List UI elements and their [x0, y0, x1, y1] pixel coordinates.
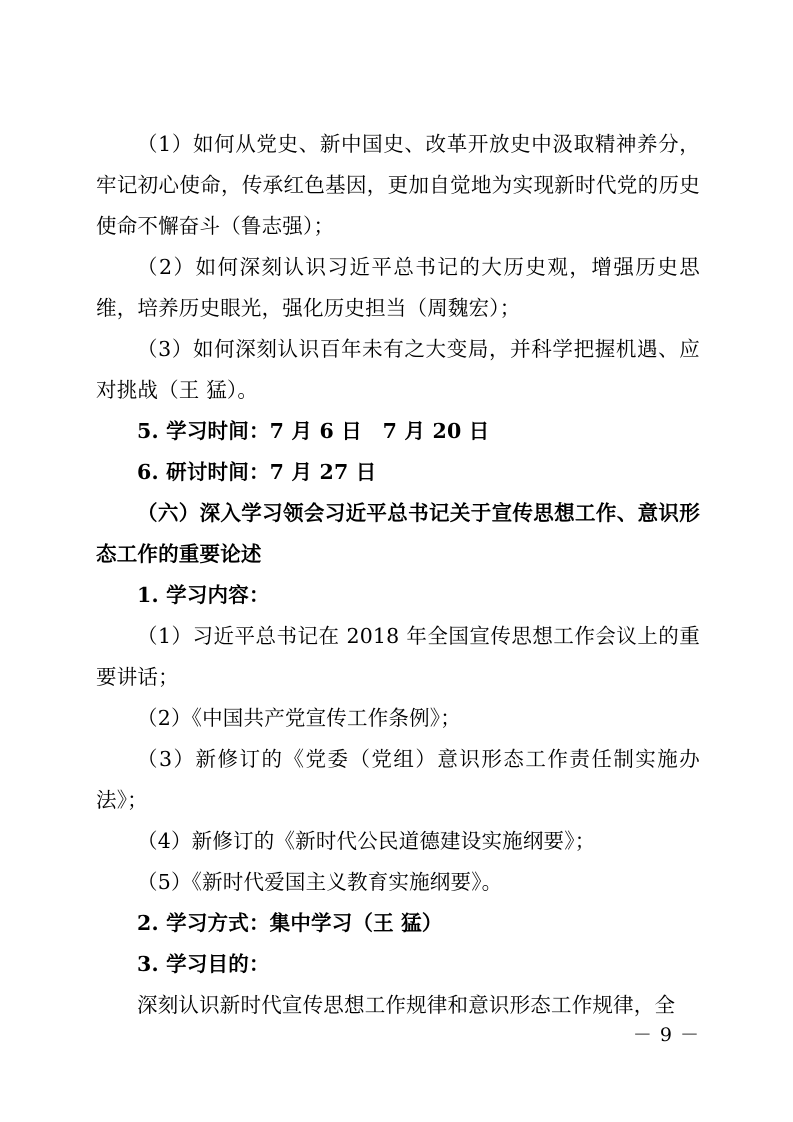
paragraph-item-study-time: 5. 学习时间：7 月 6 日 7 月 20 日 [137, 419, 490, 443]
document-body [96, 124, 700, 1026]
paragraph-item: （4）新修订的《新时代公民道德建设实施纲要》； [137, 829, 596, 853]
subsection-heading-content: 1. 学习内容： [137, 583, 270, 607]
section-heading: （六）深入学习领会习近平总书记关于宣传思想工作、意识形态工作的重要论述 [96, 501, 700, 566]
paragraph-item: 深刻认识新时代宣传思想工作规律和意识形态工作规律，全 [137, 993, 676, 1017]
paragraph-item: （1）如何从党史、新中国史、改革开放史中汲取精神养分，牢记初心使命，传承红色基因，更加自觉地为实现新时代党的历史使命不懈奋斗（鲁志强）； [96, 132, 700, 238]
paragraph-item: （5）《新时代爱国主义教育实施纲要》。 [137, 870, 503, 894]
paragraph-item-discussion-time: 6. 研讨时间：7 月 27 日 [137, 460, 377, 484]
paragraph-item: （2）《中国共产党宣传工作条例》； [137, 706, 461, 730]
subsection-heading-purpose: 3. 学习目的： [137, 952, 270, 976]
paragraph-item: （3）如何深刻认识百年未有之大变局，并科学把握机遇、应对挑战（王 猛）。 [96, 337, 700, 402]
paragraph-item: （2）如何深刻认识习近平总书记的大历史观，增强历史思维，培养历史眼光，强化历史担当（周魏宏）； [96, 255, 700, 320]
page-number: － 9 － [632, 1024, 700, 1046]
subsection-heading-method: 2. 学习方式：集中学习（王 猛） [137, 911, 443, 935]
paragraph-item: （1）习近平总书记在 2018 年全国宣传思想工作会议上的重要讲话； [96, 624, 700, 689]
paragraph-item: （3）新修订的《党委（党组）意识形态工作责任制实施办法》； [96, 747, 700, 812]
